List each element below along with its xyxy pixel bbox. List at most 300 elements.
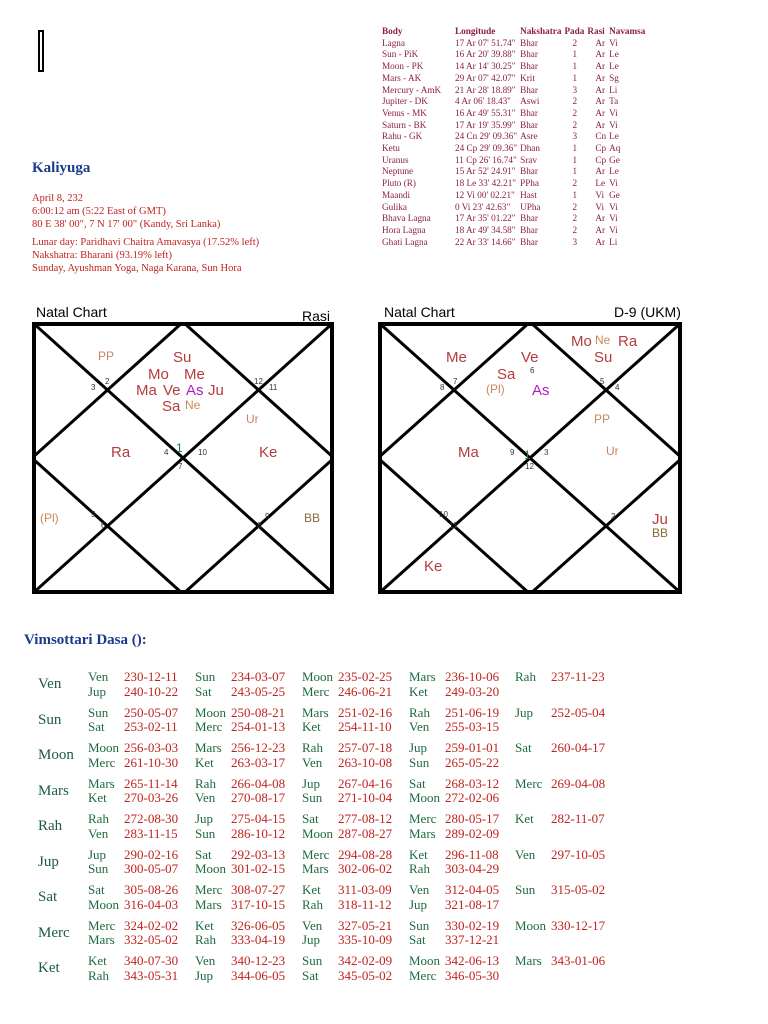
dasa-planet: Sun <box>88 704 109 720</box>
dasa-date: 302-06-02 <box>338 861 393 876</box>
dasa-date: 296-11-08 <box>445 846 499 862</box>
table-cell: Venus - MK <box>382 107 427 118</box>
dasa-line <box>302 862 392 877</box>
dasa-planet: Rah <box>195 775 216 791</box>
dasa-line <box>302 706 392 721</box>
dasa-line <box>515 954 605 969</box>
rasi-planet-label: Ke <box>259 444 278 461</box>
dasa-line <box>88 954 178 969</box>
rasi-house-number: 9 <box>265 512 270 521</box>
dasa-planet: Sun <box>195 825 216 841</box>
dasa-line <box>302 969 392 984</box>
dasa-line <box>88 706 178 721</box>
rasi-planet-label: Ju <box>208 382 224 399</box>
dasa-cell <box>409 777 499 806</box>
dasa-planet: Sun <box>195 669 216 684</box>
dasa-cell <box>409 812 499 841</box>
dasa-date: 275-04-15 <box>231 811 286 826</box>
col-header: Body <box>382 26 403 36</box>
table-cell: Bhar <box>520 236 538 247</box>
table-cell: Vi <box>609 201 618 212</box>
planet-table <box>382 26 648 248</box>
dasa-line <box>302 933 392 948</box>
table-cell: 12 Vi 00' 02.21" <box>455 189 515 200</box>
dasa-date: 253-02-11 <box>124 719 178 734</box>
table-cell: Ar <box>595 96 606 107</box>
dasa-date: 267-04-16 <box>338 775 393 791</box>
dasa-planet: Ven <box>88 825 109 841</box>
birth-date: April 8, 232 <box>32 193 84 204</box>
dasa-line <box>88 777 178 792</box>
dasa-planet: Rah <box>302 896 323 912</box>
dasa-cell <box>409 741 499 770</box>
table-cell: Hora Lagna <box>382 224 426 235</box>
dasa-line <box>88 812 178 827</box>
birth-location: 80 E 38' 00", 7 N 17' 00" (Kandy, Sri Lanka) <box>32 219 221 230</box>
dasa-planet: Moon <box>409 790 441 805</box>
dasa-planet: Jup <box>515 704 534 720</box>
dasa-planet: Mars <box>302 704 329 720</box>
table-row <box>382 49 648 61</box>
dasa-date: 261-10-30 <box>124 754 179 770</box>
dasa-cell <box>515 954 605 969</box>
table-cell: Sg <box>609 72 619 83</box>
table-cell: 17 Ar 07' 51.74" <box>455 37 516 48</box>
rasi-chart-title: Natal Chart <box>36 304 107 320</box>
rasi-house-number: 3 <box>91 383 96 392</box>
dasa-line <box>195 898 285 913</box>
dasa-line <box>302 883 392 898</box>
table-cell: Bhar <box>520 84 538 95</box>
dasa-line <box>409 898 499 913</box>
dasa-line <box>195 933 285 948</box>
table-row <box>382 143 648 155</box>
table-cell: 22 Ar 33' 14.66" <box>455 236 516 247</box>
table-cell: Bhar <box>520 107 538 118</box>
navamsa-chart-title: Natal Chart <box>384 304 455 320</box>
dasa-date: 254-01-13 <box>231 719 286 734</box>
dasa-line <box>88 919 178 934</box>
dasa-planet: Moon <box>195 704 227 720</box>
table-cell: 21 Ar 28' 18.89" <box>455 84 516 95</box>
table-row <box>382 38 648 50</box>
table-cell: 16 Ar 20' 39.88" <box>455 49 516 60</box>
dasa-date: 344-06-05 <box>231 967 286 983</box>
dasa-line <box>409 954 499 969</box>
table-row <box>382 108 648 120</box>
dasa-date: 265-05-22 <box>445 754 500 770</box>
dasa-cell <box>515 741 605 756</box>
rasi-house-number: 6 <box>101 521 106 530</box>
table-row <box>382 213 648 225</box>
dasa-maha-label: Mars <box>38 782 69 799</box>
dasa-date: 300-05-07 <box>124 861 179 876</box>
dasa-cell <box>515 848 605 863</box>
dasa-planet: Jup <box>302 932 321 947</box>
logo-mark <box>38 30 44 72</box>
dasa-planet: Moon <box>409 953 441 968</box>
table-row <box>382 85 648 97</box>
table-cell: 0 Vi 23' 42.63" <box>455 201 511 212</box>
dasa-planet: Ket <box>88 790 107 805</box>
table-cell: Krit <box>520 72 535 83</box>
rasi-house-number: 11 <box>269 383 278 392</box>
table-cell: 29 Ar 07' 42.07" <box>455 72 516 83</box>
table-cell: 1 <box>572 189 578 200</box>
dasa-date: 266-04-08 <box>231 775 286 791</box>
dasa-date: 269-04-08 <box>551 775 606 791</box>
table-cell: Mercury - AmK <box>382 84 442 95</box>
dasa-date: 340-12-23 <box>231 953 286 968</box>
dasa-date: 303-04-29 <box>445 861 500 876</box>
table-cell: Vi <box>609 178 618 189</box>
table-cell: Vi <box>609 213 618 224</box>
table-cell: Le <box>595 178 606 189</box>
dasa-cell <box>88 741 178 770</box>
table-cell: 1 <box>572 143 578 154</box>
dasa-planet: Merc <box>302 846 330 862</box>
dasa-date: 230-12-11 <box>124 669 178 684</box>
navamsa-planet-label: Ma <box>458 444 479 461</box>
nakshatra-info: Nakshatra: Bharani (93.19% left) <box>32 250 172 261</box>
dasa-planet: Merc <box>409 811 437 826</box>
table-cell: 2 <box>572 213 578 224</box>
table-cell: Srav <box>520 154 537 165</box>
dasa-line <box>195 812 285 827</box>
table-cell: Ar <box>595 72 606 83</box>
navamsa-house-number: 6 <box>530 366 535 375</box>
dasa-cell <box>409 670 499 699</box>
table-cell: 1 <box>572 166 578 177</box>
dasa-line <box>515 919 605 934</box>
dasa-date: 290-02-16 <box>124 846 179 862</box>
table-cell: 1 <box>572 154 578 165</box>
dasa-line <box>409 741 499 756</box>
dasa-planet: Sun <box>409 917 430 933</box>
table-cell: Bhar <box>520 61 538 72</box>
dasa-date: 252-05-04 <box>551 704 606 720</box>
rasi-house-number: 10 <box>198 448 207 457</box>
table-cell: 3 <box>572 236 578 247</box>
table-cell: 15 Ar 52' 24.91" <box>455 166 516 177</box>
dasa-planet: Sat <box>88 719 105 734</box>
navamsa-planet-label: Ur <box>606 444 619 458</box>
dasa-line <box>409 791 499 806</box>
dasa-planet: Merc <box>302 683 330 699</box>
col-header: Pada <box>564 26 585 36</box>
dasa-planet: Jup <box>302 775 321 791</box>
table-cell: Le <box>609 49 619 60</box>
table-cell: Ar <box>595 37 606 48</box>
dasa-planet: Sat <box>302 967 319 983</box>
dasa-maha-label: Sat <box>38 889 58 905</box>
navamsa-planet-label: Ra <box>618 333 638 350</box>
dasa-line <box>409 706 499 721</box>
dasa-date: 234-03-07 <box>231 669 286 684</box>
dasa-date: 259-01-01 <box>445 740 500 755</box>
table-cell: Li <box>609 236 618 247</box>
dasa-date: 283-11-15 <box>124 825 178 841</box>
rasi-planet-label: Sa <box>162 398 181 415</box>
table-cell: Ta <box>609 96 619 107</box>
dasa-line <box>515 883 605 898</box>
dasa-cell <box>302 777 392 806</box>
dasa-date: 330-12-17 <box>551 917 606 933</box>
dasa-planet: Rah <box>409 861 430 876</box>
dasa-line <box>409 685 499 700</box>
dasa-date: 272-02-06 <box>445 790 500 805</box>
dasa-line <box>302 685 392 700</box>
table-cell: 2 <box>572 178 578 189</box>
dasa-line <box>195 954 285 969</box>
dasa-planet: Sat <box>195 683 212 699</box>
dasa-date: 249-03-20 <box>445 683 500 699</box>
table-cell: Uranus <box>382 154 409 165</box>
dasa-planet: Ven <box>409 882 430 897</box>
dasa-date: 256-03-03 <box>124 740 179 755</box>
dasa-cell <box>88 848 178 877</box>
navamsa-planet-label: PP <box>594 412 611 426</box>
table-cell: Ar <box>595 107 606 118</box>
dasa-planet: Mars <box>195 740 222 755</box>
dasa-line <box>195 685 285 700</box>
dasa-planet: Ven <box>195 790 216 805</box>
dasa-line <box>195 827 285 842</box>
dasa-date: 294-08-28 <box>338 846 393 862</box>
table-cell: Cn <box>595 131 607 142</box>
dasa-planet: Ven <box>409 719 430 734</box>
dasa-planet: Moon <box>302 669 334 684</box>
dasa-date: 257-07-18 <box>338 740 393 755</box>
table-cell: 24 Cp 29' 09.36" <box>455 143 518 154</box>
table-cell: Hast <box>520 189 537 200</box>
table-cell: 4 Ar 06' 18.43" <box>455 96 511 107</box>
dasa-date: 270-03-26 <box>124 790 179 805</box>
navamsa-planet-label: Ve <box>521 349 539 366</box>
dasa-maha-label: Ket <box>38 960 60 976</box>
table-cell: Vi <box>609 224 618 235</box>
table-row <box>382 178 648 190</box>
dasa-line <box>409 933 499 948</box>
dasa-line <box>409 812 499 827</box>
dasa-cell <box>515 919 605 934</box>
dasa-cell <box>195 812 285 841</box>
dasa-date: 250-08-21 <box>231 704 286 720</box>
table-cell: Ar <box>595 84 606 95</box>
dasa-line <box>409 848 499 863</box>
dasa-planet: Sun <box>88 861 109 876</box>
dasa-date: 256-12-23 <box>231 740 286 755</box>
dasa-date: 251-06-19 <box>445 704 500 720</box>
dasa-line <box>88 883 178 898</box>
dasa-line <box>195 919 285 934</box>
table-cell: Bhar <box>520 166 538 177</box>
dasa-planet: Mars <box>88 775 115 791</box>
dasa-date: 270-08-17 <box>231 790 286 805</box>
table-cell: 2 <box>572 224 578 235</box>
dasa-date: 321-08-17 <box>445 896 500 912</box>
dasa-cell <box>302 848 392 877</box>
dasa-cell <box>88 706 178 735</box>
dasa-maha-label: Ven <box>38 676 62 692</box>
navamsa-house-number: 7 <box>453 377 458 386</box>
dasa-line <box>409 919 499 934</box>
dasa-planet: Mars <box>515 953 542 968</box>
dasa-date: 324-02-02 <box>124 917 179 933</box>
table-cell: Bhar <box>520 224 538 235</box>
navamsa-house-number: 5 <box>600 377 605 386</box>
dasa-planet: Ket <box>302 882 321 897</box>
dasa-planet: Ven <box>302 917 323 933</box>
dasa-cell <box>515 670 605 685</box>
dasa-line <box>409 720 499 735</box>
rasi-planet-label: As <box>186 382 204 399</box>
table-cell: 1 <box>572 61 578 72</box>
dasa-planet: Merc <box>409 967 437 983</box>
table-cell: Ge <box>609 189 620 200</box>
table-cell: Vi <box>609 107 618 118</box>
dasa-line <box>302 812 392 827</box>
dasa-date: 237-11-23 <box>551 669 605 684</box>
table-cell: Ge <box>609 154 620 165</box>
dasa-line <box>409 756 499 771</box>
dasa-line <box>195 777 285 792</box>
dasa-date: 243-05-25 <box>231 683 286 699</box>
dasa-date: 326-06-05 <box>231 917 286 933</box>
table-cell: Lagna <box>382 37 405 48</box>
table-cell: 3 <box>572 131 578 142</box>
rasi-house-number: 2 <box>105 377 110 386</box>
dasa-planet: Jup <box>409 740 428 755</box>
table-cell: Cp <box>595 154 607 165</box>
dasa-planet: Rah <box>302 740 323 755</box>
dasa-cell <box>195 883 285 912</box>
navamsa-house-number: 11 <box>449 521 458 530</box>
dasa-line <box>195 969 285 984</box>
navamsa-planet-label: Ke <box>424 558 443 575</box>
dasa-date: 289-02-09 <box>445 825 500 841</box>
dasa-line <box>409 862 499 877</box>
dasa-line <box>88 862 178 877</box>
table-row <box>382 166 648 178</box>
dasa-planet: Jup <box>409 896 428 912</box>
dasa-cell <box>302 812 392 841</box>
dasa-maha-label: Rah <box>38 818 63 834</box>
table-cell: 2 <box>572 119 578 130</box>
navamsa-house-number: 8 <box>440 383 445 392</box>
dasa-planet: Jup <box>195 811 214 826</box>
dasa-line <box>302 756 392 771</box>
dasa-planet: Jup <box>195 967 214 983</box>
dasa-line <box>195 862 285 877</box>
dasa-cell <box>88 883 178 912</box>
dasa-line <box>195 741 285 756</box>
dasa-date: 332-05-02 <box>124 932 179 947</box>
dasa-line <box>409 670 499 685</box>
table-cell: 2 <box>572 201 578 212</box>
dasa-cell <box>195 670 285 699</box>
navamsa-planet-label: (Pl) <box>486 382 505 396</box>
dasa-date: 235-02-25 <box>338 669 393 684</box>
dasa-line <box>302 720 392 735</box>
table-cell: Ar <box>595 213 606 224</box>
dasa-planet: Merc <box>515 775 543 791</box>
dasa-line <box>195 791 285 806</box>
dasa-planet: Ket <box>302 719 321 734</box>
dasa-line <box>302 848 392 863</box>
navamsa-house-number: 12 <box>525 462 534 471</box>
table-cell: 17 Ar 35' 01.22" <box>455 213 516 224</box>
table-cell: Vi <box>609 119 618 130</box>
rasi-chart-subtitle: Rasi <box>302 308 331 324</box>
dasa-cell <box>195 848 285 877</box>
dasa-cell <box>302 706 392 735</box>
table-cell: 24 Cn 29' 09.36" <box>455 131 518 142</box>
dasa-date: 287-08-27 <box>338 825 393 841</box>
dasa-date: 292-03-13 <box>231 846 286 862</box>
dasa-date: 342-02-09 <box>338 953 393 968</box>
dasa-line <box>302 777 392 792</box>
table-cell: Ar <box>595 236 606 247</box>
dasa-planet: Jup <box>88 683 107 699</box>
dasa-planet: Sat <box>515 740 532 755</box>
table-cell: Aswi <box>520 96 540 107</box>
navamsa-planet-label: Su <box>594 349 613 366</box>
table-cell: Pluto (R) <box>382 178 416 189</box>
rasi-planet-label: Ne <box>185 398 201 412</box>
dasa-planet: Sat <box>195 846 212 862</box>
planet-table-header <box>382 26 648 38</box>
dasa-date: 282-11-07 <box>551 811 605 826</box>
dasa-date: 301-02-15 <box>231 861 286 876</box>
dasa-date: 280-05-17 <box>445 811 500 826</box>
navamsa-planet-label: Ne <box>595 333 611 347</box>
col-header: Nakshatra <box>520 26 562 36</box>
rasi-house-number: 4 <box>164 448 169 457</box>
table-cell: 18 Le 33' 42.21" <box>455 178 517 189</box>
dasa-planet: Moon <box>88 896 120 912</box>
dasa-cell <box>302 741 392 770</box>
dasa-date: 345-05-02 <box>338 967 393 983</box>
dasa-line <box>515 741 605 756</box>
col-header: Longitude <box>455 26 496 36</box>
dasa-planet: Moon <box>88 740 120 755</box>
dasa-date: 251-02-16 <box>338 704 393 720</box>
dasa-line <box>195 883 285 898</box>
dasa-maha-label: Merc <box>38 924 70 941</box>
dasa-planet: Mars <box>409 825 436 841</box>
dasa-line <box>88 791 178 806</box>
table-cell: Neptune <box>382 166 414 177</box>
table-cell: Ar <box>595 224 606 235</box>
rasi-planet-label: BB <box>304 511 321 525</box>
dasa-cell <box>195 777 285 806</box>
dasa-date: 330-02-19 <box>445 917 500 933</box>
dasa-line <box>409 827 499 842</box>
dasa-planet: Ket <box>409 846 428 862</box>
table-row <box>382 131 648 143</box>
dasa-line <box>302 670 392 685</box>
rasi-house-number: 12 <box>254 377 263 386</box>
table-cell: Li <box>609 84 618 95</box>
table-row <box>382 155 648 167</box>
table-cell: Gulika <box>382 201 408 212</box>
table-row <box>382 96 648 108</box>
table-cell: 1 <box>572 72 578 83</box>
table-cell: Le <box>609 131 619 142</box>
navamsa-planet-label: Sa <box>497 366 516 383</box>
dasa-date: 277-08-12 <box>338 811 393 826</box>
